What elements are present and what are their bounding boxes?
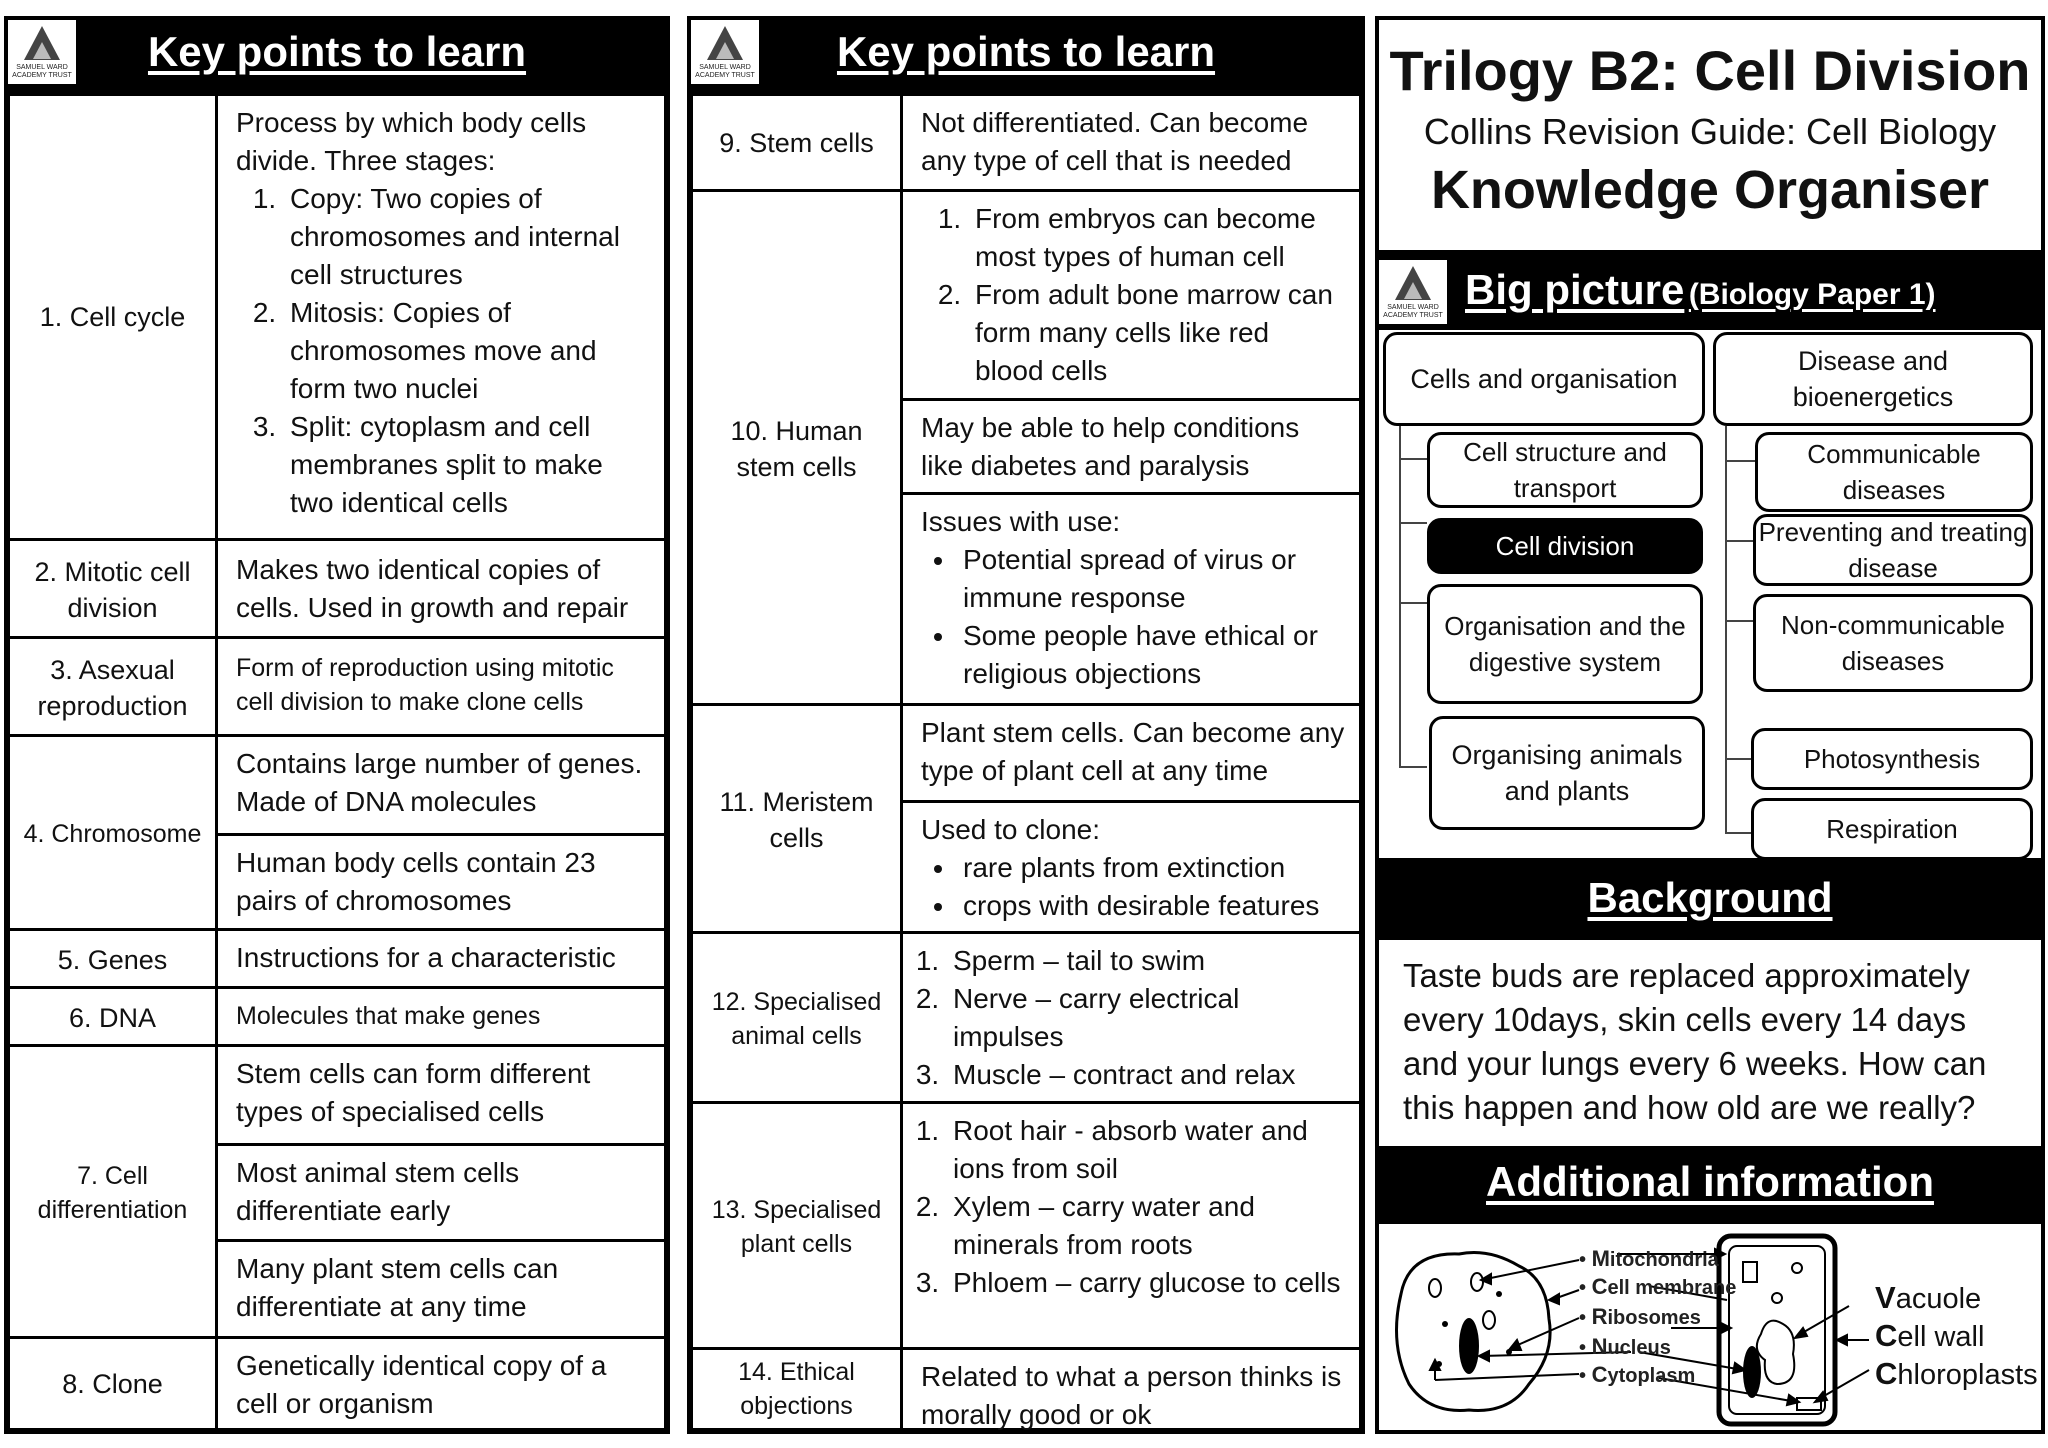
title-box — [1379, 20, 2041, 250]
tree-connector — [1399, 458, 1427, 460]
big-picture-subtitle: (Biology Paper 1) — [1688, 278, 1936, 311]
plant-label: Chloroplasts — [1875, 1356, 2038, 1391]
list-item: • rare plants from extinction — [957, 849, 1345, 887]
definition-intro: Used to clone: — [921, 814, 1100, 845]
topic-box: Non-communicable diseases — [1753, 594, 2033, 692]
definition-cell: Most animal stem cells differentiate early — [218, 1143, 664, 1239]
topic-box: Cell structure and transport — [1427, 432, 1703, 508]
tree-connector — [1725, 832, 1751, 834]
logo-text: SAMUEL WARD ACADEMY TRUST — [1383, 304, 1443, 319]
key-points-panel-2 — [687, 16, 1365, 1434]
table-row — [10, 538, 664, 639]
definition-intro: Process by which body cells divide. Three stages: — [236, 107, 587, 176]
topic-box: Photosynthesis — [1751, 728, 2033, 790]
topic-box-cells-organisation: Cells and organisation — [1383, 332, 1705, 426]
mitochondria-shape — [1429, 1279, 1441, 1297]
animal-label: • Cytoplasm — [1579, 1362, 1696, 1387]
list-item: 2. Mitosis: Copies of chromosomes move and form two nuclei — [284, 294, 650, 408]
overview-panel — [1375, 16, 2045, 1434]
table-row — [693, 96, 1359, 189]
topic-box: Respiration — [1751, 798, 2033, 860]
panel-title: Key points to learn — [147, 28, 527, 75]
table-row — [10, 986, 664, 1047]
big-picture-title: Big picture — [1465, 266, 1685, 313]
ribosome-dot — [1496, 1291, 1502, 1297]
animal-nucleus — [1459, 1318, 1479, 1374]
topic-box-disease-bioenergetics: Disease and bioenergetics — [1713, 332, 2033, 426]
page-title: Trilogy B2: Cell Division — [1389, 39, 2031, 102]
additional-info-header — [1375, 1158, 2045, 1206]
mitochondria-shape — [1772, 1293, 1782, 1303]
list-item: • crops with desirable features — [957, 887, 1345, 925]
tree-connector — [1399, 602, 1427, 604]
table-row — [10, 636, 664, 737]
definition-cell: May be able to help conditions like diabetes and paralysis — [903, 398, 1359, 492]
tree-connector — [1725, 758, 1751, 760]
table-row — [10, 928, 664, 989]
term-label: 1. Cell cycle — [10, 96, 218, 538]
tree-connector — [1725, 540, 1753, 542]
tree-connector — [1725, 426, 1727, 832]
list-item: • Potential spread of virus or immune response — [957, 541, 1345, 617]
definition-intro: Issues with use: — [921, 506, 1121, 537]
definition-cell: Plant stem cells. Can become any type of plant cell at any time — [921, 717, 1345, 786]
table-row — [693, 189, 1359, 706]
plant-vacuole — [1757, 1321, 1794, 1384]
key-points-panel-1 — [4, 16, 670, 1434]
definition-cell — [903, 800, 1359, 934]
term-label: 5. Genes — [10, 931, 218, 989]
mitochondria-shape — [1471, 1273, 1483, 1291]
list-item: 2. Xylem – carry water and minerals from roots — [947, 1188, 1345, 1264]
animal-label: • Cell membrane — [1579, 1274, 1737, 1299]
definition-cell: Genetically identical copy of a cell or organism — [236, 1350, 607, 1419]
table-row — [10, 734, 664, 931]
cell-diagram-area — [1379, 1224, 2041, 1430]
definition-cell — [903, 192, 1359, 398]
term-label: 6. DNA — [10, 989, 218, 1047]
definition-cell: Many plant stem cells can differentiate at any time — [218, 1239, 664, 1339]
definition-cell — [903, 492, 1359, 706]
background-title: Background — [1587, 874, 1833, 921]
plant-label: Vacuole — [1875, 1280, 1982, 1315]
definition-cell: Human body cells contain 23 pairs of chromosomes — [218, 833, 664, 931]
key-points-table — [10, 96, 664, 1428]
definition-cell: Makes two identical copies of cells. Used in growth and repair — [236, 554, 629, 623]
definition-cell: Stem cells can form different types of specialised cells — [236, 1058, 591, 1127]
big-picture-header — [1465, 266, 1936, 314]
list-item: 3. Phloem – carry glucose to cells — [947, 1264, 1345, 1302]
table-row — [10, 1044, 664, 1339]
plant-label: Cell wall — [1875, 1318, 1985, 1353]
term-label: 4. Chromosome — [10, 737, 218, 931]
plant-nucleus — [1743, 1346, 1761, 1398]
additional-info-title: Additional information — [1486, 1158, 1934, 1205]
page-subtitle: Collins Revision Guide: Cell Biology — [1423, 111, 1997, 152]
academy-logo — [1379, 260, 1447, 324]
term-label: 3. Asexual reproduction — [10, 639, 218, 737]
definition-cell: Contains large number of genes. Made of DNA molecules — [236, 748, 643, 817]
term-label: 9. Stem cells — [693, 96, 903, 189]
mitochondria-shape — [1483, 1311, 1495, 1329]
animal-label: • Mitochondria — [1579, 1246, 1719, 1271]
background-box — [1379, 940, 2041, 1146]
definition-cell: Related to what a person thinks is morally good or ok — [921, 1361, 1342, 1430]
background-text: Taste buds are replaced approximately every 10days, skin cells every 14 days and your lungs every 6 weeks. How can this happen and how old are we really? — [1403, 957, 1987, 1126]
panel-header — [4, 16, 670, 92]
big-picture-diagram — [1379, 330, 2041, 858]
term-label: 10. Human stem cells — [693, 192, 903, 706]
ribosome-dot — [1442, 1321, 1448, 1327]
list-item: 1. Root hair - absorb water and ions from soil — [947, 1112, 1345, 1188]
logo-text: SAMUEL WARD ACADEMY TRUST — [695, 64, 755, 79]
table-row — [693, 931, 1359, 1104]
definition-cell: Form of reproduction using mitotic cell division to make clone cells — [236, 654, 614, 716]
term-label: 12. Specialised animal cells — [693, 934, 903, 1104]
term-label: 14. Ethical objections — [693, 1350, 903, 1428]
tree-connector — [1399, 426, 1401, 766]
tree-connector — [1399, 522, 1427, 524]
mitochondria-shape — [1792, 1263, 1802, 1273]
table-row — [693, 703, 1359, 934]
tree-connector — [1725, 620, 1753, 622]
background-header — [1375, 874, 2045, 922]
topic-box: Organisation and the digestive system — [1427, 584, 1703, 704]
list-item: 2. From adult bone marrow can form many cells like red blood cells — [969, 276, 1345, 390]
term-label: 2. Mitotic cell division — [10, 541, 218, 639]
table-row — [693, 1347, 1359, 1428]
term-label: 13. Specialised plant cells — [693, 1104, 903, 1350]
list-item: 1. From embryos can become most types of human cell — [969, 200, 1345, 276]
plant-cell-wall — [1719, 1236, 1835, 1424]
definition-cell: Not differentiated. Can become any type of cell that is needed — [921, 107, 1309, 176]
animal-label: • Ribosomes — [1579, 1304, 1701, 1329]
logo-text: SAMUEL WARD ACADEMY TRUST — [12, 64, 72, 79]
term-label: 7. Cell differentiation — [10, 1047, 218, 1339]
list-item: • Some people have ethical or religious objections — [957, 617, 1345, 693]
definition-cell: Molecules that make genes — [236, 1002, 541, 1030]
definition-cell — [903, 934, 1359, 1104]
term-label: 11. Meristem cells — [693, 706, 903, 934]
topic-box: Preventing and treating disease — [1753, 514, 2033, 586]
organiser-label: Knowledge Organiser — [1430, 160, 1990, 220]
table-row — [693, 1101, 1359, 1350]
list-item: 1. Copy: Two copies of chromosomes and internal cell structures — [284, 180, 650, 294]
list-item: 3. Split: cytoplasm and cell membranes split to make two identical cells — [284, 408, 650, 522]
list-item: 1. Sperm – tail to swim — [947, 942, 1345, 980]
panel-header — [687, 16, 1365, 92]
table-row — [10, 96, 664, 538]
definition-cell — [903, 1104, 1359, 1350]
term-label: 8. Clone — [10, 1339, 218, 1428]
topic-box-current: Cell division — [1427, 518, 1703, 574]
definition-cell — [218, 96, 664, 538]
definition-cell: Instructions for a characteristic — [236, 942, 616, 973]
list-item: 3. Muscle – contract and relax — [947, 1056, 1345, 1094]
table-row — [10, 1336, 664, 1428]
list-item: 2. Nerve – carry electrical impulses — [947, 980, 1345, 1056]
tree-connector — [1399, 766, 1427, 768]
chloroplast-shape — [1743, 1262, 1757, 1282]
tree-connector — [1725, 460, 1755, 462]
topic-box: Organising animals and plants — [1429, 716, 1705, 830]
key-points-table — [693, 96, 1359, 1428]
animal-label: • Nucleus — [1579, 1334, 1671, 1359]
panel-title: Key points to learn — [836, 28, 1216, 75]
topic-box: Communicable diseases — [1755, 432, 2033, 512]
